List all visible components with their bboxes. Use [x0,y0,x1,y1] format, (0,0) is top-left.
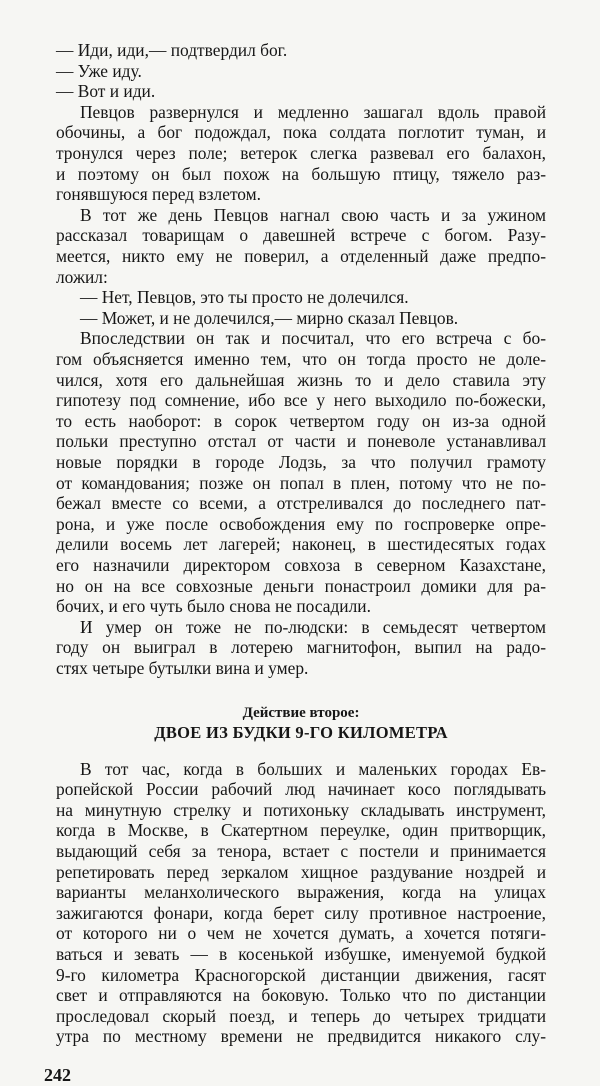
text-line: его назначили директором совхоза в северном Казахстане, [56,555,546,575]
text-line: стях четыре бутылки вина и умер. [56,658,309,678]
text-line: обочины, а бог подождал, пока солдата поглотит туман, и [56,122,546,143]
chapter-subtitle: Действие второе: [242,704,360,721]
text-line: от которого ни о чем не хочется думать, а хочется потяги- [56,923,546,944]
text-line: на минутную стрелку и потихоньку складывать инструмент, [56,799,546,820]
text-line: чился, хотя его дальнейшая жизнь то и дело ставила эту [56,369,546,390]
text-line: тронулся через поле; ветерок слегка развевал его балахон, [56,143,546,163]
text-line: ложил: [56,266,108,287]
text-line: новые порядки в городе Лодзь, за что получил грамоту [56,452,546,472]
text-line: гипотезу под сомнение, ибо все у него выходило по-божески, [56,390,546,411]
page-number: 242 [44,1065,71,1085]
text-line: году он выиграл в лотерею магнитофон, выпил на радо- [56,637,546,658]
text-line: выдающий себя за тенора, встает с постели и принимается [56,841,546,861]
text-line: бочих, и его чуть было снова не посадили. [56,596,371,617]
text-line: то есть наоборот: в сорок четвертом году он из-за одной [56,410,546,431]
text-line: — Иди, иди,— подтвердил бог. [56,40,288,60]
text-line: Певцов развернулся и медленно зашагал вдоль правой [80,101,546,122]
text-line: рассказал товарищам о давешней встрече с богом. Разу- [56,225,546,246]
text-line: зажигаются фонари, когда берет силу противное настроение, [56,902,546,923]
text-line: проследовал скорый поезд, и теперь до четырех тридцати [56,1005,546,1026]
text-line: 9-го километра Красногорской дистанции движения, гасят [56,964,546,985]
text-line: меется, никто ему не поверил, а отделенный даже предпо- [56,246,546,266]
text-line: гонявшуюся перед взлетом. [56,184,262,205]
text-line: бежал вместе со всеми, а отстреливался до последнего пат- [56,493,546,514]
text-line: — Может, и не долечился,— мирно сказал Певцов. [80,307,459,328]
text-line: — Вот и иди. [56,81,156,102]
text-line: В тот час, когда в больших и маленьких городах Ев- [80,758,546,779]
text-line: когда в Москве, в Скатертном переулке, один притворщик, [56,820,546,841]
text-line: утра по местному времени не предвидится никакого слу- [56,1026,546,1047]
text-line: польки преступно отстал от части и поневоле устанавливал [56,431,546,452]
text-line: ропейской России рабочий люд начинает косо поглядывать [56,779,546,800]
text-line: но он на все совхозные деньги понастроил домики для ра- [56,575,546,596]
text-line: Впоследствии он так и посчитал, что его встреча с бо- [80,328,546,349]
text-line: рона, и уже после освобождения ему по госпроверке опре- [56,513,546,534]
text-line: гом объясняется именно тем, что он тогда просто не доле- [56,349,546,369]
text-line: — Нет, Певцов, это ты просто не долечился. [80,287,409,308]
text-line: репетировать перед зеркалом хищное раздувание ноздрей и [56,861,546,882]
text-line: ваться и зевать — в косенькой избушке, именуемой будкой [56,944,546,964]
text-line: варианты меланхолического выражения, когда на улицах [56,882,546,903]
text-line: И умер он тоже не по-людски: в семьдесят четвертом [80,616,546,637]
chapter-title: ДВОЕ ИЗ БУДКИ 9-ГО КИЛОМЕТРА [154,722,448,742]
text-line: от командования; позже он попал в плен, потому что не по- [56,472,546,493]
text-line: — Уже иду. [56,60,142,81]
text-line: В тот же день Певцов нагнал свою часть и за ужином [80,204,546,225]
text-line: делили восемь лет лагерей; наконец, в шестидесятых годах [56,534,546,555]
text-line: и поэтому он был похож на большую птицу, тяжело раз- [56,163,546,184]
text-line: свет и отправляются на боковую. Только что по дистанции [56,985,546,1006]
